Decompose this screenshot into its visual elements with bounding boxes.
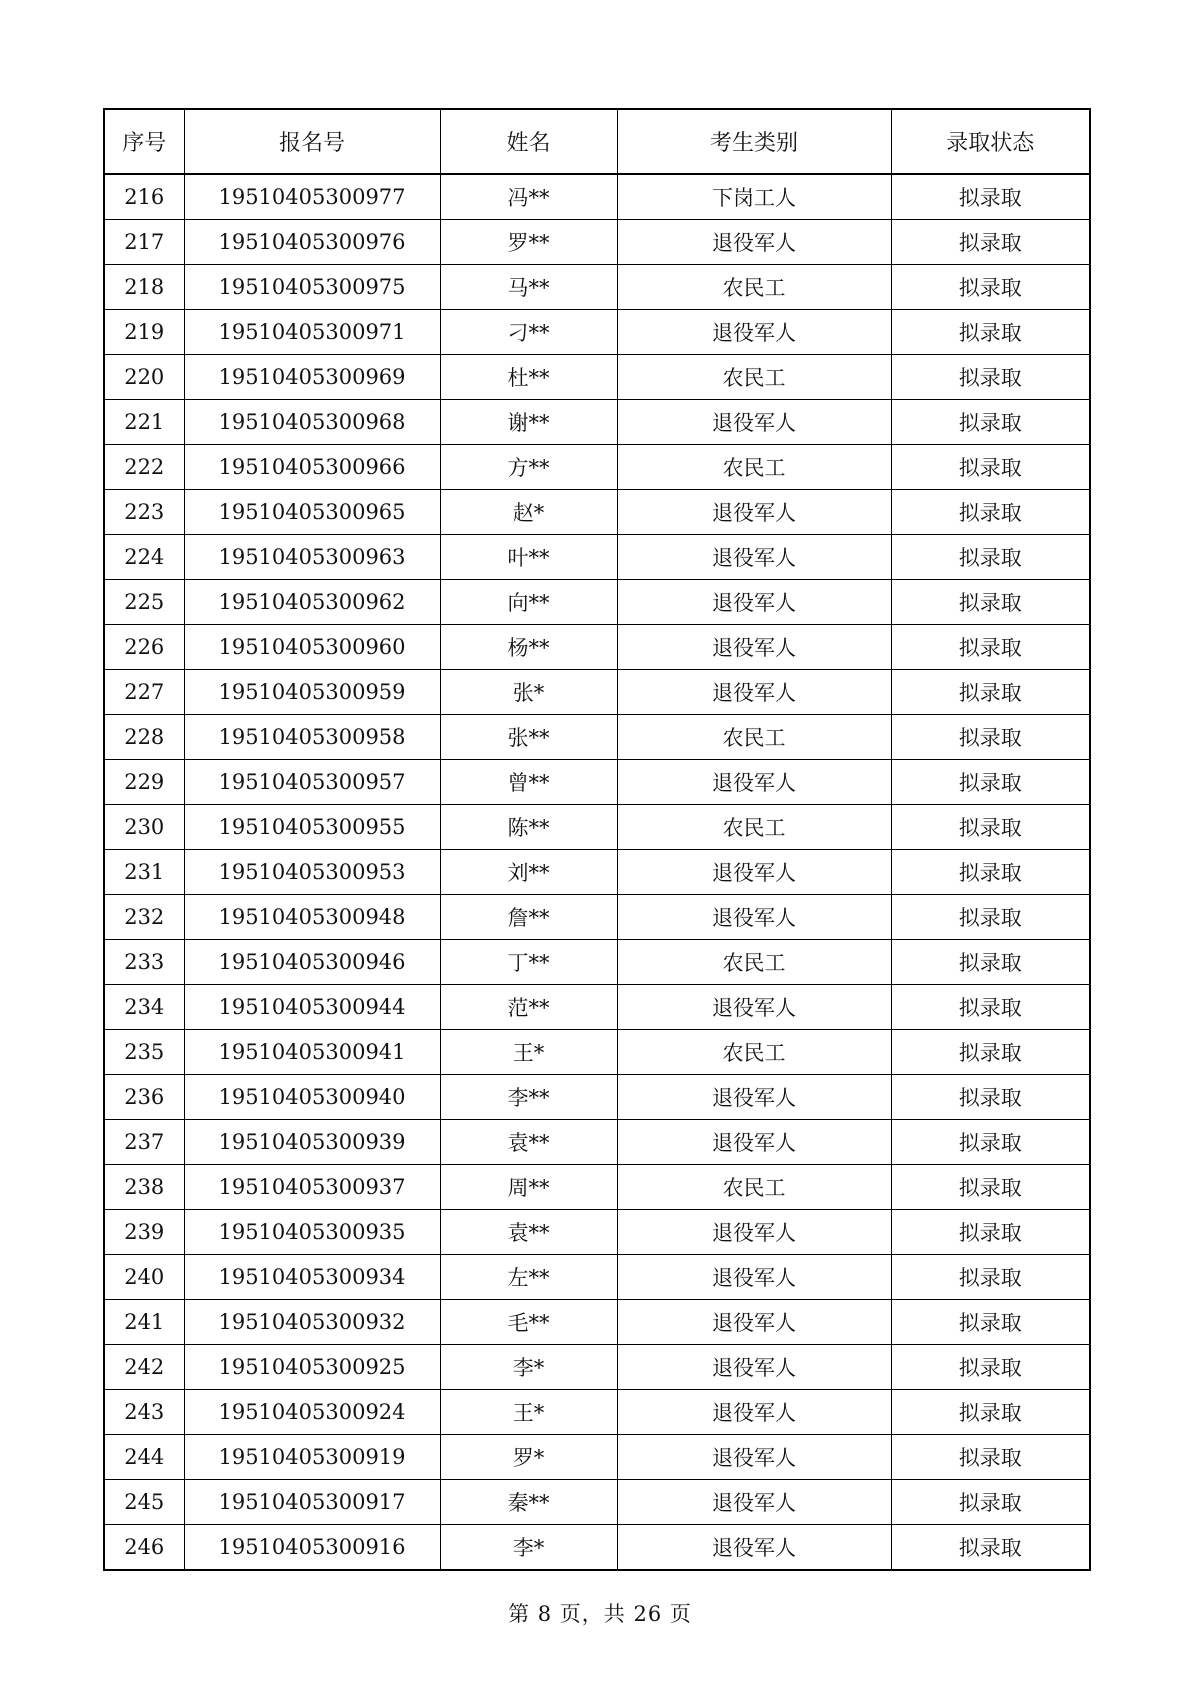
cell-name: 左** xyxy=(440,1255,617,1300)
table-row xyxy=(104,265,1090,310)
cell-registration-no: 19510405300976 xyxy=(184,220,440,265)
cell-status: 拟录取 xyxy=(891,1120,1090,1165)
cell-seq: 228 xyxy=(104,715,184,760)
table-row xyxy=(104,985,1090,1030)
table-row xyxy=(104,220,1090,265)
cell-name: 谢** xyxy=(440,400,617,445)
table-row xyxy=(104,445,1090,490)
cell-category: 退役军人 xyxy=(617,400,891,445)
cell-name: 罗** xyxy=(440,220,617,265)
cell-category: 退役军人 xyxy=(617,1480,891,1525)
cell-name: 曾** xyxy=(440,760,617,805)
cell-status: 拟录取 xyxy=(891,625,1090,670)
table-row xyxy=(104,400,1090,445)
cell-registration-no: 19510405300960 xyxy=(184,625,440,670)
cell-seq: 238 xyxy=(104,1165,184,1210)
cell-seq: 240 xyxy=(104,1255,184,1300)
cell-seq: 219 xyxy=(104,310,184,355)
cell-registration-no: 19510405300975 xyxy=(184,265,440,310)
cell-category: 农民工 xyxy=(617,1165,891,1210)
cell-registration-no: 19510405300968 xyxy=(184,400,440,445)
cell-category: 退役军人 xyxy=(617,580,891,625)
cell-registration-no: 19510405300948 xyxy=(184,895,440,940)
cell-registration-no: 19510405300966 xyxy=(184,445,440,490)
cell-category: 退役军人 xyxy=(617,760,891,805)
cell-status: 拟录取 xyxy=(891,985,1090,1030)
table-row xyxy=(104,1390,1090,1435)
cell-registration-no: 19510405300917 xyxy=(184,1480,440,1525)
cell-seq: 244 xyxy=(104,1435,184,1480)
cell-name: 张* xyxy=(440,670,617,715)
cell-status: 拟录取 xyxy=(891,580,1090,625)
cell-category: 退役军人 xyxy=(617,1120,891,1165)
table-row xyxy=(104,535,1090,580)
cell-category: 退役军人 xyxy=(617,1390,891,1435)
cell-seq: 221 xyxy=(104,400,184,445)
cell-name: 王* xyxy=(440,1390,617,1435)
cell-category: 退役军人 xyxy=(617,310,891,355)
cell-registration-no: 19510405300940 xyxy=(184,1075,440,1120)
cell-registration-no: 19510405300962 xyxy=(184,580,440,625)
table-row xyxy=(104,1255,1090,1300)
cell-registration-no: 19510405300924 xyxy=(184,1390,440,1435)
cell-name: 杨** xyxy=(440,625,617,670)
cell-name: 方** xyxy=(440,445,617,490)
table-row xyxy=(104,895,1090,940)
cell-registration-no: 19510405300955 xyxy=(184,805,440,850)
page-footer: 第 8 页，共 26 页 xyxy=(508,1602,692,1626)
cell-category: 农民工 xyxy=(617,805,891,850)
cell-registration-no: 19510405300939 xyxy=(184,1120,440,1165)
cell-seq: 232 xyxy=(104,895,184,940)
cell-name: 范** xyxy=(440,985,617,1030)
table-row xyxy=(104,310,1090,355)
cell-seq: 216 xyxy=(104,174,184,220)
cell-status: 拟录取 xyxy=(891,1030,1090,1075)
cell-name: 杜** xyxy=(440,355,617,400)
cell-registration-no: 19510405300965 xyxy=(184,490,440,535)
table-row xyxy=(104,850,1090,895)
cell-seq: 229 xyxy=(104,760,184,805)
cell-name: 袁** xyxy=(440,1210,617,1255)
cell-registration-no: 19510405300969 xyxy=(184,355,440,400)
cell-status: 拟录取 xyxy=(891,445,1090,490)
cell-status: 拟录取 xyxy=(891,715,1090,760)
cell-category: 退役军人 xyxy=(617,535,891,580)
cell-name: 周** xyxy=(440,1165,617,1210)
cell-category: 退役军人 xyxy=(617,1300,891,1345)
cell-category: 退役军人 xyxy=(617,850,891,895)
cell-status: 拟录取 xyxy=(891,1210,1090,1255)
cell-registration-no: 19510405300919 xyxy=(184,1435,440,1480)
cell-status: 拟录取 xyxy=(891,760,1090,805)
cell-seq: 218 xyxy=(104,265,184,310)
cell-status: 拟录取 xyxy=(891,1435,1090,1480)
cell-category: 农民工 xyxy=(617,265,891,310)
cell-category: 退役军人 xyxy=(617,670,891,715)
cell-name: 秦** xyxy=(440,1480,617,1525)
cell-name: 李** xyxy=(440,1075,617,1120)
cell-status: 拟录取 xyxy=(891,265,1090,310)
cell-registration-no: 19510405300932 xyxy=(184,1300,440,1345)
cell-seq: 225 xyxy=(104,580,184,625)
cell-category: 退役军人 xyxy=(617,1255,891,1300)
cell-category: 退役军人 xyxy=(617,1525,891,1571)
cell-seq: 222 xyxy=(104,445,184,490)
cell-status: 拟录取 xyxy=(891,174,1090,220)
cell-registration-no: 19510405300959 xyxy=(184,670,440,715)
cell-seq: 217 xyxy=(104,220,184,265)
cell-seq: 224 xyxy=(104,535,184,580)
cell-registration-no: 19510405300944 xyxy=(184,985,440,1030)
cell-name: 马** xyxy=(440,265,617,310)
cell-seq: 233 xyxy=(104,940,184,985)
cell-seq: 237 xyxy=(104,1120,184,1165)
cell-status: 拟录取 xyxy=(891,805,1090,850)
cell-registration-no: 19510405300925 xyxy=(184,1345,440,1390)
cell-category: 退役军人 xyxy=(617,490,891,535)
cell-seq: 245 xyxy=(104,1480,184,1525)
cell-status: 拟录取 xyxy=(891,1345,1090,1390)
cell-seq: 220 xyxy=(104,355,184,400)
cell-seq: 231 xyxy=(104,850,184,895)
cell-seq: 236 xyxy=(104,1075,184,1120)
cell-registration-no: 19510405300977 xyxy=(184,174,440,220)
cell-status: 拟录取 xyxy=(891,940,1090,985)
cell-seq: 223 xyxy=(104,490,184,535)
table-row xyxy=(104,1030,1090,1075)
cell-registration-no: 19510405300946 xyxy=(184,940,440,985)
cell-category: 退役军人 xyxy=(617,1210,891,1255)
cell-seq: 230 xyxy=(104,805,184,850)
table-row xyxy=(104,1300,1090,1345)
table-row xyxy=(104,174,1090,220)
table-body xyxy=(104,174,1090,1570)
cell-name: 叶** xyxy=(440,535,617,580)
header-name: 姓名 xyxy=(440,109,617,174)
table-row xyxy=(104,1480,1090,1525)
cell-name: 赵* xyxy=(440,490,617,535)
cell-category: 退役军人 xyxy=(617,220,891,265)
cell-status: 拟录取 xyxy=(891,1300,1090,1345)
cell-name: 李* xyxy=(440,1525,617,1571)
cell-category: 退役军人 xyxy=(617,1075,891,1120)
cell-category: 退役军人 xyxy=(617,985,891,1030)
table-row xyxy=(104,1120,1090,1165)
cell-category: 退役军人 xyxy=(617,625,891,670)
cell-status: 拟录取 xyxy=(891,1165,1090,1210)
cell-status: 拟录取 xyxy=(891,535,1090,580)
cell-seq: 243 xyxy=(104,1390,184,1435)
header-seq: 序号 xyxy=(104,109,184,174)
table-row xyxy=(104,1525,1090,1571)
cell-registration-no: 19510405300953 xyxy=(184,850,440,895)
cell-category: 退役军人 xyxy=(617,1345,891,1390)
cell-status: 拟录取 xyxy=(891,1390,1090,1435)
cell-status: 拟录取 xyxy=(891,850,1090,895)
table-row xyxy=(104,1075,1090,1120)
header-status: 录取状态 xyxy=(891,109,1090,174)
cell-category: 农民工 xyxy=(617,445,891,490)
cell-name: 向** xyxy=(440,580,617,625)
table-row xyxy=(104,760,1090,805)
table-row xyxy=(104,715,1090,760)
cell-category: 退役军人 xyxy=(617,1435,891,1480)
cell-status: 拟录取 xyxy=(891,355,1090,400)
cell-status: 拟录取 xyxy=(891,220,1090,265)
cell-name: 刘** xyxy=(440,850,617,895)
cell-registration-no: 19510405300957 xyxy=(184,760,440,805)
table-row xyxy=(104,355,1090,400)
cell-status: 拟录取 xyxy=(891,1480,1090,1525)
cell-category: 农民工 xyxy=(617,1030,891,1075)
cell-seq: 246 xyxy=(104,1525,184,1571)
cell-name: 李* xyxy=(440,1345,617,1390)
cell-seq: 227 xyxy=(104,670,184,715)
table-row xyxy=(104,490,1090,535)
cell-name: 冯** xyxy=(440,174,617,220)
cell-registration-no: 19510405300958 xyxy=(184,715,440,760)
cell-status: 拟录取 xyxy=(891,490,1090,535)
header-registration-no: 报名号 xyxy=(184,109,440,174)
cell-registration-no: 19510405300941 xyxy=(184,1030,440,1075)
cell-status: 拟录取 xyxy=(891,1525,1090,1571)
admission-table xyxy=(103,108,1091,1571)
cell-registration-no: 19510405300935 xyxy=(184,1210,440,1255)
cell-registration-no: 19510405300916 xyxy=(184,1525,440,1571)
header-category: 考生类别 xyxy=(617,109,891,174)
cell-seq: 241 xyxy=(104,1300,184,1345)
table-row xyxy=(104,1345,1090,1390)
cell-name: 陈** xyxy=(440,805,617,850)
table-row xyxy=(104,1165,1090,1210)
cell-seq: 226 xyxy=(104,625,184,670)
table-row xyxy=(104,1210,1090,1255)
cell-status: 拟录取 xyxy=(891,400,1090,445)
cell-status: 拟录取 xyxy=(891,895,1090,940)
table-row xyxy=(104,580,1090,625)
table-row xyxy=(104,625,1090,670)
cell-category: 农民工 xyxy=(617,355,891,400)
cell-name: 王* xyxy=(440,1030,617,1075)
cell-name: 刁** xyxy=(440,310,617,355)
cell-name: 詹** xyxy=(440,895,617,940)
cell-status: 拟录取 xyxy=(891,1255,1090,1300)
cell-seq: 235 xyxy=(104,1030,184,1075)
table-row xyxy=(104,940,1090,985)
cell-name: 袁** xyxy=(440,1120,617,1165)
cell-registration-no: 19510405300971 xyxy=(184,310,440,355)
cell-seq: 234 xyxy=(104,985,184,1030)
cell-name: 张** xyxy=(440,715,617,760)
cell-name: 丁** xyxy=(440,940,617,985)
cell-seq: 239 xyxy=(104,1210,184,1255)
cell-category: 退役军人 xyxy=(617,895,891,940)
cell-status: 拟录取 xyxy=(891,310,1090,355)
table-row xyxy=(104,670,1090,715)
cell-name: 罗* xyxy=(440,1435,617,1480)
table-row xyxy=(104,805,1090,850)
cell-category: 下岗工人 xyxy=(617,174,891,220)
header-row xyxy=(104,109,1090,174)
cell-registration-no: 19510405300963 xyxy=(184,535,440,580)
table-header xyxy=(104,109,1090,174)
cell-category: 农民工 xyxy=(617,940,891,985)
cell-status: 拟录取 xyxy=(891,670,1090,715)
cell-name: 毛** xyxy=(440,1300,617,1345)
cell-status: 拟录取 xyxy=(891,1075,1090,1120)
cell-registration-no: 19510405300937 xyxy=(184,1165,440,1210)
table-row xyxy=(104,1435,1090,1480)
cell-seq: 242 xyxy=(104,1345,184,1390)
cell-category: 农民工 xyxy=(617,715,891,760)
cell-registration-no: 19510405300934 xyxy=(184,1255,440,1300)
